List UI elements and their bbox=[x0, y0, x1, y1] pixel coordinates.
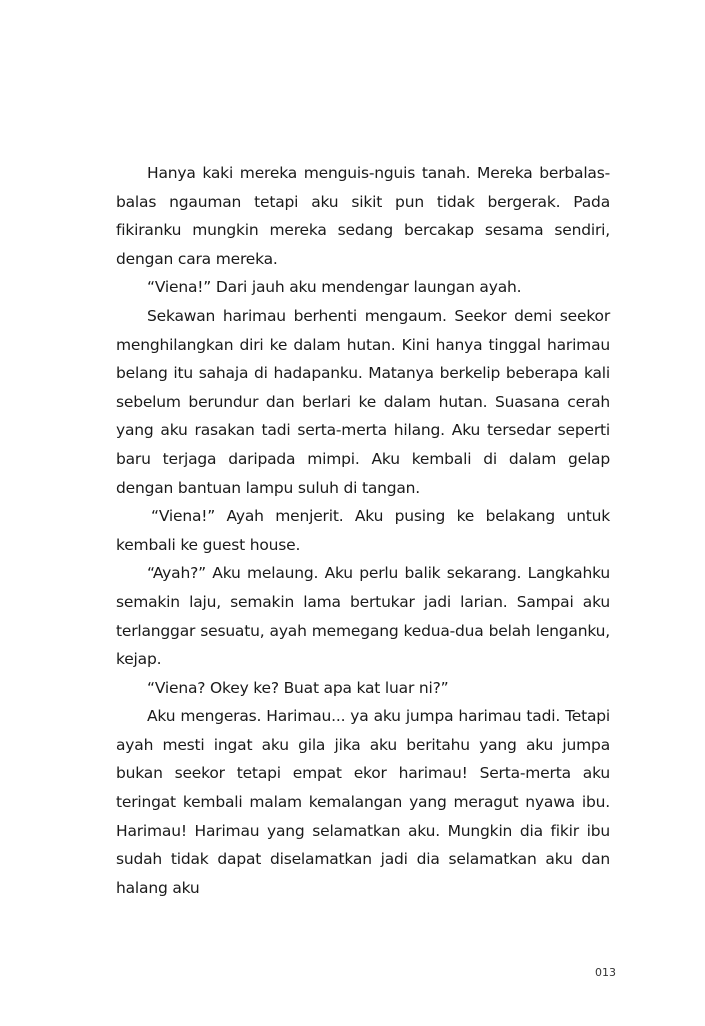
paragraph: “Ayah?” Aku melaung. Aku perlu balik sekarang. Langkahku semakin laju, semakin lama bertukar jadi larian. Sampai aku terlanggar sesuatu, ayah memegang kedua-dua belah lenganku, kejap. bbox=[116, 564, 610, 669]
paragraph: “Viena!” Dari jauh aku mendengar laungan ayah. bbox=[147, 278, 522, 297]
paragraph: “Viena? Okey ke? Buat apa kat luar ni?” bbox=[147, 678, 449, 697]
paragraph: Aku mengeras. Harimau... ya aku jumpa harimau tadi. Tetapi ayah mesti ingat aku gila jika aku beritahu yang aku jumpa bukan seekor tetapi empat ekor harimau! Serta-merta aku teringat kembali malam kemalangan yang meragut nyawa ibu. Harimau! Harimau yang selamatkan aku. Mungkin dia fikir ibu sudah tidak dapat diselamatkan jadi dia selamatkan aku dan halang aku bbox=[116, 707, 610, 897]
paragraph: Hanya kaki mereka menguis-nguis tanah. Mereka berbalas-balas ngauman tetapi aku sikit pun tidak bergerak. Pada fikiranku mungkin mereka sedang bercakap sesama sendiri, dengan cara mereka. bbox=[116, 164, 610, 268]
page-number: 013 bbox=[595, 966, 616, 979]
body-text bbox=[116, 159, 610, 902]
paragraph: “Viena!” Ayah menjerit. Aku pusing ke belakang untuk kembali ke guest house. bbox=[116, 507, 610, 554]
paragraph: Sekawan harimau berhenti mengaum. Seekor demi seekor menghilangkan diri ke dalam hutan. Kini hanya tinggal harimau belang itu sahaja di hadapanku. Matanya berkelip beberapa kali sebelum berundur dan berlari ke dalam hutan. Suasana cerah yang aku rasakan tadi serta-merta hilang. Aku tersedar seperti baru terjaga daripada mimpi. Aku kembali di dalam gelap dengan bantuan lampu suluh di tangan. bbox=[116, 306, 610, 497]
